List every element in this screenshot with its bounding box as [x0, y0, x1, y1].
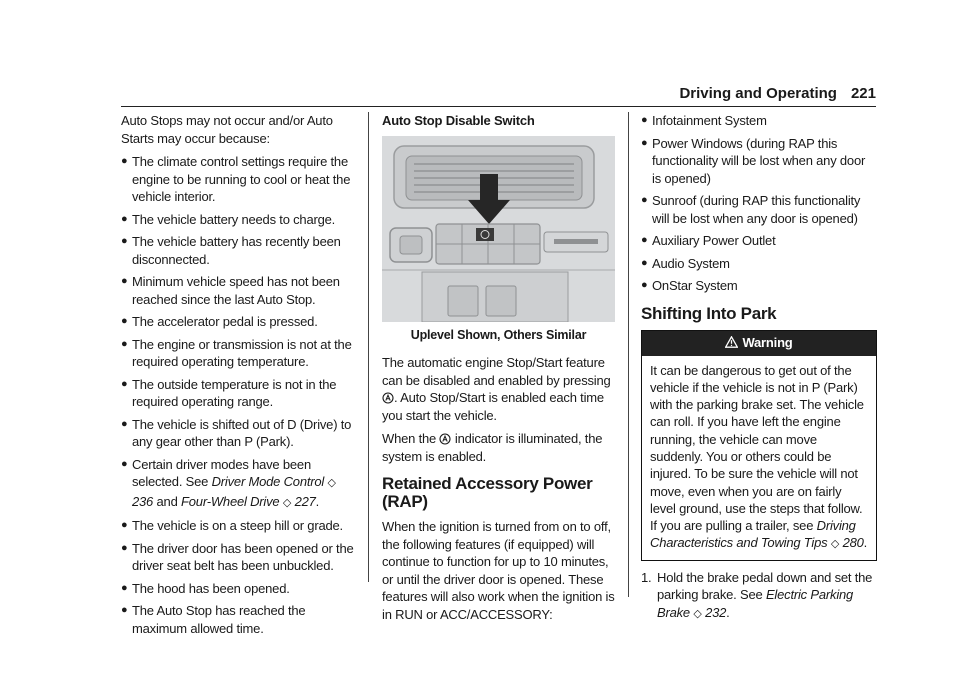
bullet-icon: ● [641, 114, 648, 126]
list-item: ● The vehicle is on a steep hill or grade. [121, 518, 343, 533]
column-middle [382, 112, 615, 629]
bullet-icon: ● [121, 581, 128, 594]
list-item: ● The Auto Stop has reached the maximum allowed time. [121, 603, 306, 636]
bullet-icon: ● [641, 136, 648, 149]
link-four-wheel-drive[interactable]: Four-Wheel Drive [181, 493, 280, 509]
page-header [679, 82, 876, 104]
list-item: ● The engine or transmission is not at the required operating temperature. [121, 336, 352, 369]
bullet-icon: ● [121, 604, 128, 616]
auto-stop-icon [382, 392, 394, 404]
page-ref-icon: ◇ [327, 477, 336, 489]
bullet-icon: ● [121, 275, 128, 287]
link-driving-characteristics[interactable]: Driving Characteristics and Towing Tips [650, 518, 856, 551]
column-left [121, 112, 355, 642]
paragraph-disable-feature: The automatic engine Stop/Start feature can be disabled and enabled by pressing. Auto Stop/Start is enabled each time you start the vehicle. [382, 355, 611, 423]
column-right [641, 112, 877, 629]
page-ref-280[interactable]: 280 [842, 535, 864, 551]
column-divider [368, 112, 369, 582]
rap-features-list [641, 112, 877, 295]
dashboard-illustration [382, 136, 615, 322]
bullet-icon: ● [121, 155, 128, 167]
bullet-icon: ● [121, 315, 128, 327]
header-rule [121, 106, 876, 107]
figure-caption: Uplevel Shown, Others Similar [410, 327, 587, 342]
page-ref-icon: ◇ [282, 496, 292, 509]
bullet-icon: ● [641, 234, 648, 246]
warning-header [642, 331, 876, 356]
list-item: ● The vehicle battery has recently been disconnected. [121, 234, 341, 267]
page-number: 221 [850, 84, 876, 102]
list-item-driver-modes: ● Certain driver modes have been selected. See Driver Mode Control ◇ 236 and Four-Wheel Drive ◇ 227. [121, 456, 336, 509]
list-item: ● Infotainment System [641, 113, 767, 128]
list-item: ● OnStar System [641, 278, 738, 293]
auto-stop-icon [439, 433, 451, 445]
list-item: ● The vehicle battery needs to charge. [121, 211, 336, 227]
warning-triangle-icon [725, 336, 738, 348]
page-ref-icon: ◇ [693, 607, 702, 620]
link-electric-parking-brake[interactable]: Electric Parking Brake [657, 587, 854, 620]
auto-stop-conditions-list [121, 153, 355, 637]
paragraph-rap: When the ignition is turned from on to off, the following features (if equipped) will continue to function for up to 10 minutes, or until the driver door is opened. These features will also work when the ignition is in RUN or ACC/ACCESSORY: [382, 519, 615, 622]
list-item: ● The outside temperature is not in the required operating range. [121, 376, 337, 409]
bullet-icon: ● [121, 337, 128, 350]
link-driver-mode-control[interactable]: Driver Mode Control [211, 474, 325, 489]
warning-body: It can be dangerous to get out of the vehicle if the vehicle is not in P (Park) with the parking brake set. The vehicle can roll. If you have left the engine running, the vehicle can move suddenly. You or others could be injured. To be sure the vehicle will not move, even when you are on fairly level ground, use the steps that follow. If you are pulling a trailer, see Driving Characteristics and Towing Tips ◇ 280. [650, 362, 868, 551]
bullet-icon: ● [121, 235, 128, 247]
list-item: ● Audio System [641, 255, 730, 271]
bullet-icon: ● [121, 377, 128, 390]
subheading-auto-stop-disable-switch: Auto Stop Disable Switch [382, 113, 535, 128]
step-number: 1. [641, 569, 652, 585]
auto-stop-switch-figure [382, 136, 615, 322]
page-ref-232[interactable]: 232 [705, 604, 727, 620]
warning-box [641, 330, 877, 561]
list-item: ● Power Windows (during RAP this functionality will be lost when any door is opened) [641, 135, 866, 186]
step-1: 1. Hold the brake pedal down and set the parking brake. See Electric Parking Brake ◇ 232. [641, 569, 873, 620]
bullet-icon: ● [641, 256, 648, 269]
column-divider [628, 112, 629, 597]
page-ref-236[interactable]: 236 [132, 493, 154, 509]
heading-rap: Retained Accessory Power (RAP) [382, 474, 593, 511]
section-title: Driving and Operating [679, 84, 837, 102]
page-ref-icon: ◇ [830, 538, 840, 551]
heading-shifting-into-park: Shifting Into Park [641, 303, 777, 323]
bullet-icon: ● [121, 457, 128, 470]
bullet-icon: ● [121, 417, 128, 430]
intro-text: Auto Stops may not occur and/or Auto Starts may occur because: [121, 113, 333, 146]
list-item: ● Auxiliary Power Outlet [641, 233, 776, 248]
list-item: ● The accelerator pedal is pressed. [121, 314, 318, 329]
list-item: ● The climate control settings require the engine to be running to cool or heat the vehicle interior. [121, 154, 351, 204]
list-item: ● The hood has been opened. [121, 580, 290, 596]
bullet-icon: ● [121, 212, 128, 225]
list-item: ● Sunroof (during RAP this functionality will be lost when any door is opened) [641, 193, 861, 226]
warning-title: Warning [742, 335, 793, 350]
list-item: ● The driver door has been opened or the driver seat belt has been unbuckled. [121, 540, 354, 573]
page-ref-227[interactable]: 227 [294, 493, 316, 509]
list-item: ● Minimum vehicle speed has not been reached since the last Auto Stop. [121, 274, 340, 307]
bullet-icon: ● [121, 519, 128, 531]
bullet-icon: ● [641, 279, 648, 291]
list-item: ● The vehicle is shifted out of D (Drive) to any gear other than P (Park). [121, 416, 352, 449]
bullet-icon: ● [121, 541, 128, 554]
paragraph-indicator: When the indicator is illuminated, the system is enabled. [382, 431, 603, 464]
bullet-icon: ● [641, 194, 648, 206]
